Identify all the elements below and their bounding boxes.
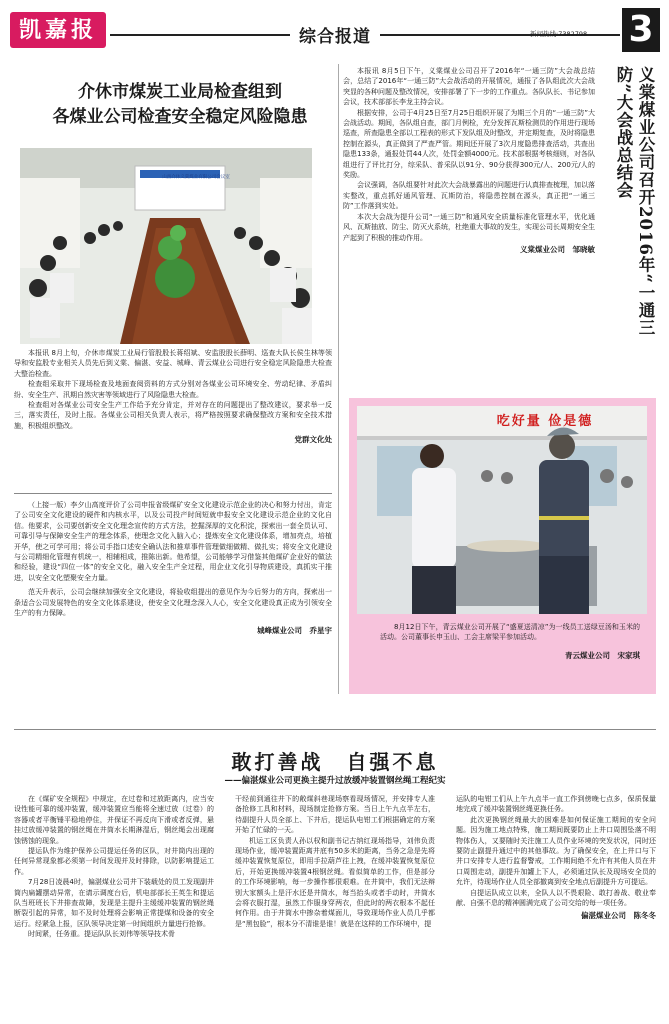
news-hotline: 新闻热线:7382798 bbox=[530, 30, 588, 38]
article2-signature: 义棠煤业公司 邹晓敏 bbox=[520, 244, 595, 254]
article2-vertical-headline: 义棠煤业公司召开2016年“一通三防”大会战总结会 bbox=[614, 66, 655, 337]
article3-paragraph: 范天升表示，公司会继续加强安全文化建设，将验收组提出的意见作为今后努力的方向，探索出一条适合公司发展特色的安全文化体系建设，使安全文化理念深入人心，安全文化建设真正成为引领安全生产的有力保障。 bbox=[14, 588, 332, 618]
article4-paragraph: 运队的电钳工们从上午九点半一直工作到傍晚七点多，保质保量地完成了缓冲装置钢丝绳更换任务。 bbox=[456, 795, 656, 814]
vertical-divider bbox=[338, 64, 339, 694]
article2-paragraph: 本报讯 8月5日下午，义棠煤业公司召开了2016年“一通三防”大会战总结会，总结了2016年“一通三防”大会战活动的开展情况，通报了各队组此次大会战突显的各种问题及整改情况，安排部署了下一步的工作重点。各队队长、书记参加会议，技术部部长李龙主持会议。 bbox=[343, 67, 595, 107]
article1-headline-line2: 各煤业公司检查安全稳定风险隐患 bbox=[52, 107, 308, 127]
article1-signature: 党群文化处 bbox=[294, 435, 332, 445]
column-divider bbox=[14, 493, 332, 494]
article4-headline: 敢打善战 自强不息 bbox=[231, 750, 439, 774]
article4-column-1 bbox=[14, 794, 214, 940]
article4-paragraph: 干经前到通往井下的敞煤斜巷现场察看现场情况，并安排专人准备抢修工具和材料，现场制定抢修方案。当日上午九点半左右，待副提升人员全部上、下井后，提运队电钳工们根据确定的方案开始了忙碌的一天。 bbox=[235, 795, 435, 835]
article4-signature: 偏湛煤业公司 陈冬冬 bbox=[581, 911, 656, 921]
article1-paragraph: 检查组对各煤业公司安全生产工作给予充分肯定，并对存在的问题提出了整改建议，要求举一反三，落实责任，及时上报。各煤业公司相关负责人表示，将严格按照要求确保整改方案和安全技术措施，积极组织整改。 bbox=[14, 401, 332, 430]
canteen-photo-illustration bbox=[357, 406, 647, 614]
article4-column-3 bbox=[456, 794, 656, 922]
photo2-caption-text: 8月12日下午，青云煤业公司开展了“盛夏送清凉”为一线员工送绿豆汤和玉米的活动。公司董事长申玉山、工会主席梁平参加活动。 bbox=[380, 623, 640, 642]
article4-paragraph: 机运工区负责人孙以权和副书记古纳红现场指导，刘伟负责现场作业，缓冲装置距离井底有50多米的距离，当务之急是先将缓冲装置恢复原位，即用手拉葫芦往上拽，在缓冲装置恢复原位后，开始更换缓冲装置4根钢丝绳。看似简单的工作，但是部分的工作环境影响，每一步操作都很艰难。在井筒中，我们无法辩别大家额头上是汗水还是井筒水，每当抬头或者手动时，井筒水会将衣服打湿，虽然工作服身穿两衣，但此时的两衣根本不起任何作用。由于井筒水中掺杂着煤面儿，导致现场作业人员几乎都是“黑包脸”，根本分不清谁是谁！就是在这样的工作环境中，提 bbox=[235, 836, 435, 928]
article4-paragraph: 提运队作为维护保养公司提运任务的区队，对井筒内出现的任何异常现象都必须第一时间发现并及时排除，以防影响提运工作。 bbox=[14, 847, 214, 876]
article4-paragraph: 此次更换钢丝绳最大的困难是如何保证施工期间的安全问题。因为施工地点特殊，施工期间既要防止上井口周围坠落不明物体伤人，又要随时关注施工人员作业环境的突发状况，同时还要防止副提升通过中的其他事故。为了确保安全，在上井口与下井口安排专人进行监督警戒，工作期间绝不允许有其他人员在井口周围走动，副提升加罐上下人，必须通过队长及现场安全员的允许，待现场作业人员全部撤离到安全地点后副提升方可提运。 bbox=[456, 815, 656, 887]
article4-paragraph: 在《煤矿安全规程》中规定，在过卷和过放距离内，应当安设性能可靠的缓冲装置，缓冲装置应当能将全速过放（过卷）的容器或者平衡锤平稳地停住，并保证不再反向下滑或者反弹，悬挂过放缓冲装置的钢丝绳在井筒水长期淋湿后，钢丝绳会出现腐蚀锈蚀的现象。 bbox=[14, 795, 214, 845]
article4-paragraph: 时间紧，任务重。提运队队长刘伟等领导技术骨 bbox=[28, 930, 175, 939]
canteen-photo bbox=[357, 406, 647, 614]
article2-paragraph: 本次大会战为提升公司“一通三防”和通风安全质量标准化管理水平，优化通风、瓦斯抽放、防尘、防灭火系统，杜绝重大事故的发生，实现公司长周期安全生产起到了积极的推动作用。 bbox=[343, 212, 595, 242]
article1-paragraph: 检查组采取井下现场检查及地面查阅资料的方式分别对各煤业公司环境安全、劳动纪律、矛盾纠纷、安全生产、汛期自然灾害等领域进行了风险隐患大检查。 bbox=[14, 380, 332, 399]
section-rule bbox=[14, 729, 656, 730]
article2-paragraph: 会议强调，各队组要针对此次大会战暴露出的问题进行认真排查梳理，加以落实整改，重点抓好通风管理、瓦斯防治，将隐患控制在源头，真正把“一通三防”工作落到实处。 bbox=[343, 181, 595, 211]
article3-signature: 城峰煤业公司 乔星宇 bbox=[257, 626, 332, 636]
article4-subheadline: ——偏湛煤业公司更换主提升过放缓冲装置钢丝绳工程纪实 bbox=[224, 776, 446, 786]
article1-paragraph: 本报讯 8月上旬，介休市煤炭工业局行管股股长蒋绍斌、安监股股长薛明、巡查大队长侯生林等领导和安监股专业相关人员先后到义棠、偏湛、安益、城峰、青云煤业公司进行安全稳定风险隐患大检查大整治检查。 bbox=[14, 349, 332, 378]
photo2-signature: 青云煤业公司 宋家琪 bbox=[565, 650, 640, 660]
article4-column-2 bbox=[235, 794, 435, 929]
article2-body bbox=[343, 66, 595, 255]
canteen-slogan-banner: 吃好量 俭是德 bbox=[496, 414, 594, 429]
meeting-photo bbox=[20, 148, 312, 344]
article3-body bbox=[14, 500, 332, 637]
article1-headline-line1: 介休市煤炭工业局检查组到 bbox=[78, 82, 282, 102]
article4-paragraph: 7月28日凌晨4时，偏湛煤业公司井下装载处的员工发现副井筒内扁罐摆动异常，在请示调度台后，机电部部长王英生和提运队当班班长下井排查故障，发现是主提升主缓缓冲装置的钢丝绳断裂引起的异常，如不及时处理将会影响正常提煤和设备的安全运行。经紧急上报，区队领导决定第一时间组织力量进行抢修。 bbox=[14, 878, 214, 928]
article3-paragraph: （上接一版）李夕山高度评价了公司申报省级煤矿安全文化建设示范企业的决心和努力付出，肯定了公司安全文化建设的硬件和内核水平，以及公司投产时间短就申报安全文化建设示范企业的文化自信。他要求，公司要创新安全文化理念宣传的方式方法，挖掘深厚的文化积淀，探索出一套全员认可、可靠引导与保障安全生产的理念体系，使理念文化入脑入心；提炼安全文化建设体系，增加亮点，培植开华，使之可学可用；将公司手指口述安全确认法和推草事件管理做细做精、做扎实；将安全文化建设与公司精细化管理有机统一，相辅相成，推陈出新。他希望，公司能够学习借鉴其他煤矿企业好的做法和经验，建设“四位一体”的安全文化，融入安全生产全过程，用企业文化引导物质建设，真抓实干推进，以安全文化塑聚安全力量。 bbox=[14, 501, 332, 582]
article1-body bbox=[14, 348, 332, 446]
section-title: 综合报道 bbox=[290, 22, 380, 47]
photo2-caption bbox=[380, 622, 640, 661]
newspaper-logo: 凯嘉报 bbox=[10, 12, 106, 48]
article4-paragraph: 自提运队成立以来，全队人以不畏艰险、敢打善战、敬业奉献、自强不息的精神圆满完成了公司交给的每一项任务。 bbox=[456, 888, 656, 908]
article1-headline bbox=[20, 80, 340, 130]
meeting-room-banner: 山西介休义棠煤业有限公司会议室 bbox=[162, 175, 230, 180]
page-number: 3 bbox=[622, 8, 660, 52]
article2-paragraph: 根据安排，公司于4月25日至7月25日组织开展了为期三个月的“一通三防”大会战活动。期间，各队组自查，部门月例检，充分发挥瓦斯检测员的作用进行现场巡查，所查隐患全部以工程表的形式下发队组及时整改，并定期复查，及时将隐患控制在源头，真正做到了严查严管。期间还开展了3次月度隐患排查活动，共查出隐患133条，通报处罚44人次，处罚金额4000元。技术部根据考核细则，对各队组进行了评比打分，综采队、普采队以91分、90分获得300元/人、200元/人的奖励。 bbox=[343, 108, 595, 180]
